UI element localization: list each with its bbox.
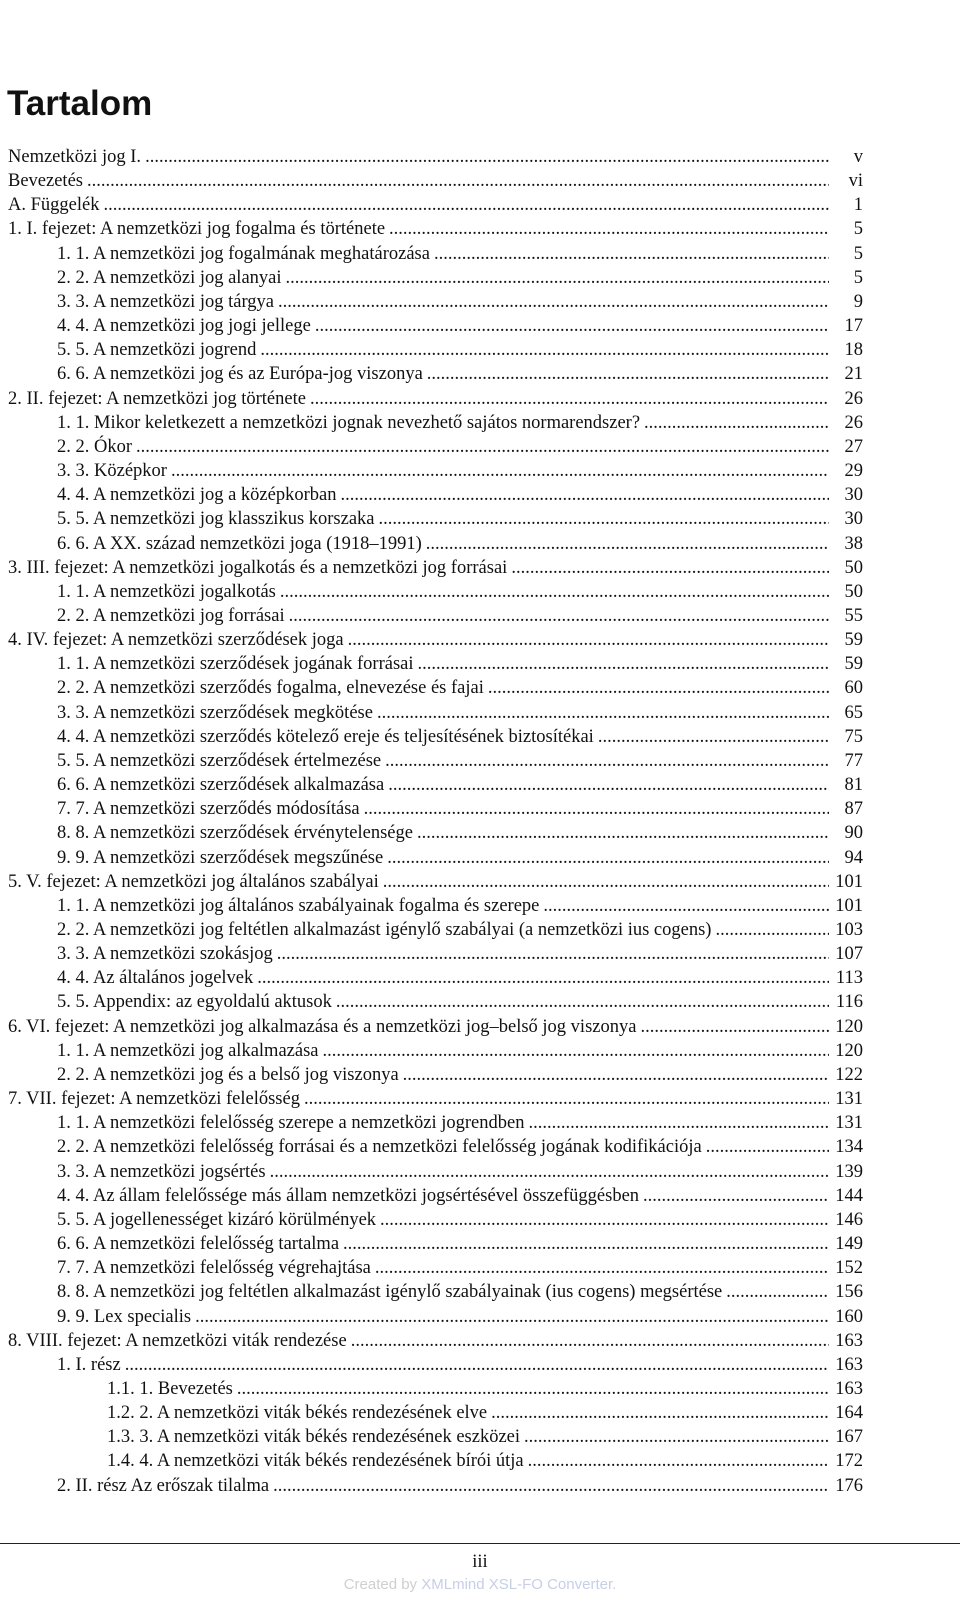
toc-dot-leader [171,459,829,483]
generator-name: XMLmind XSL-FO Converter. [421,1576,617,1593]
toc-entry-label: 2. II. fejezet: A nemzetközi jog története [8,388,306,409]
toc-entry-label: 8. 8. A nemzetközi szerződések érvénytelensége [57,823,413,844]
toc-entry-label: 1. 1. Mikor keletkezett a nemzetközi jognak nevezhető sajátos normarendszer? [57,412,641,433]
toc-entry[interactable] [8,290,863,314]
toc-entry-page: 116 [835,992,863,1013]
toc-entry-page: 29 [844,461,863,482]
toc-entry[interactable] [8,1208,863,1232]
toc-entry-page: 131 [835,1113,863,1134]
toc-dot-leader [491,1401,829,1425]
toc-entry[interactable] [8,749,863,773]
toc-entry-label: 1.4. 4. A nemzetközi viták békés rendezésének bírói útja [107,1451,524,1472]
toc-entry-label: 3. 3. A nemzetközi szerződések megkötése [57,702,373,723]
toc-dot-leader [385,749,829,773]
toc-entry-page: 50 [844,557,863,578]
toc-entry[interactable] [8,894,863,918]
toc-entry-label: 5. 5. Appendix: az egyoldalú aktusok [57,992,332,1013]
toc-entry[interactable] [8,1474,863,1498]
toc-entry-label: 1. I. rész [57,1354,121,1375]
toc-dot-leader [286,266,829,290]
toc-dot-leader [644,411,829,435]
page-title: Tartalom [7,84,153,123]
toc-entry-label: 7. 7. A nemzetközi felelősség végrehajtása [57,1258,371,1279]
toc-entry[interactable] [8,169,863,193]
toc-dot-leader [389,217,829,241]
toc-entry-label: 5. 5. A nemzetközi jogrend [57,340,257,361]
toc-entry[interactable] [8,1160,863,1184]
toc-entry[interactable] [8,1329,863,1353]
toc-entry[interactable] [8,145,863,169]
toc-entry[interactable] [8,1039,863,1063]
toc-dot-leader [543,894,829,918]
toc-dot-leader [417,821,829,845]
toc-dot-leader [379,507,829,531]
toc-entry-label: A. Függelék [8,195,100,216]
toc-entry-label: 6. 6. A XX. század nemzetközi joga (1918–1991) [57,533,422,554]
toc-entry-label: 4. 4. A nemzetközi jog a középkorban [57,485,337,506]
toc-entry-label: 3. 3. Középkor [57,461,167,482]
toc-entry[interactable] [8,532,863,556]
toc-entry[interactable] [8,1280,863,1304]
toc-entry-page: 30 [844,509,863,530]
toc-dot-leader [136,435,829,459]
toc-entry-label: 2. 2. A nemzetközi jog feltétlen alkalmazást igénylő szabályai (a nemzetközi ius cogens) [57,920,712,940]
toc-entry[interactable] [8,725,863,749]
toc-entry-page: 5 [853,243,863,264]
toc-entry-label: 1. 1. A nemzetközi jog általános szabályainak fogalma és szerepe [57,895,540,916]
toc-entry-page: 1 [853,195,863,216]
toc-entry[interactable] [8,435,863,459]
toc-entry-label: 1. 1. A nemzetközi jog alkalmazása [57,1040,319,1061]
toc-entry[interactable] [8,773,863,797]
toc-entry-label: 2. II. rész Az erőszak tilalma [57,1475,270,1496]
toc-entry-page: 134 [835,1137,863,1158]
toc-entry-page: 87 [844,799,863,820]
toc-entry-label: 1. 1. A nemzetközi felelősség szerepe a nemzetközi jogrendben [57,1113,525,1134]
toc-entry[interactable] [8,411,863,435]
toc-dot-leader [715,918,829,942]
toc-dot-leader [643,1184,829,1208]
toc-entry-page: 5 [853,267,863,288]
toc-entry-page: 5 [853,219,863,240]
toc-dot-leader [195,1305,829,1329]
toc-entry-page: 163 [835,1330,863,1351]
toc-entry[interactable] [8,628,863,652]
toc-entry-label: 1. 1. A nemzetközi jogalkotás [57,581,276,602]
toc-entry-page: 149 [835,1234,863,1255]
toc-entry-label: 7. 7. A nemzetközi szerződés módosítása [57,799,360,820]
toc-dot-leader [383,870,829,894]
toc-entry[interactable] [8,387,863,411]
toc-dot-leader [237,1377,829,1401]
toc-dot-leader [706,1135,829,1159]
toc-entry-page: 103 [835,920,863,940]
toc-entry[interactable] [8,1401,863,1425]
toc-entry-label: 5. V. fejezet: A nemzetközi jog általános szabályai [8,871,379,892]
toc-entry-page: 120 [835,1016,863,1037]
toc-dot-leader [524,1425,829,1449]
toc-entry-page: 163 [835,1378,863,1399]
toc-dot-leader [87,169,829,193]
toc-entry[interactable] [8,193,863,217]
toc-entry-label: 4. IV. fejezet: A nemzetközi szerződések joga [8,630,344,651]
toc-entry[interactable] [8,266,863,290]
toc-entry-page: 152 [835,1258,863,1279]
toc-entry-page: 81 [844,775,863,796]
toc-entry-page: 26 [844,412,863,433]
toc-entry-page: 139 [835,1161,863,1182]
toc-entry-page: 94 [844,847,863,868]
toc-entry-page: 50 [844,581,863,602]
toc-dot-leader [426,532,829,556]
toc-dot-leader [726,1280,829,1304]
toc-entry[interactable] [8,1256,863,1280]
page-number: iii [472,1552,488,1572]
toc-dot-leader [488,676,829,700]
toc-entry[interactable] [8,918,863,942]
toc-entry-page: 120 [835,1040,863,1061]
toc-entry[interactable] [8,1111,863,1135]
toc-dot-leader [280,580,829,604]
toc-dot-leader [273,1474,829,1498]
toc-entry-label: 8. VIII. fejezet: A nemzetközi viták rendezése [8,1330,347,1351]
toc-dot-leader [304,1087,829,1111]
toc-entry[interactable] [8,338,863,362]
toc-entry-page: 172 [835,1451,863,1472]
toc-entry[interactable] [8,1135,863,1159]
table-of-contents [8,145,863,1498]
toc-dot-leader [387,846,829,870]
toc-dot-leader [260,338,829,362]
toc-dot-leader [511,556,829,580]
toc-entry-page: 17 [844,316,863,337]
toc-entry-label: 4. 4. A nemzetközi szerződés kötelező ereje és teljesítésének biztosítékai [57,726,594,747]
toc-entry-page: 176 [835,1475,863,1496]
toc-entry-label: 3. 3. A nemzetközi szokásjog [57,944,273,965]
toc-dot-leader [103,193,829,217]
toc-entry-page: 77 [844,750,863,771]
toc-dot-leader [528,1449,829,1473]
toc-entry-label: 6. 6. A nemzetközi felelősség tartalma [57,1234,340,1255]
toc-entry[interactable] [8,990,863,1014]
toc-entry[interactable] [8,483,863,507]
toc-dot-leader [418,652,829,676]
toc-entry-page: v [853,147,863,167]
toc-entry-label: Nemzetközi jog I. [8,147,142,167]
toc-entry-page: 164 [835,1403,863,1424]
toc-entry[interactable] [8,507,863,531]
toc-entry-label: 3. III. fejezet: A nemzetközi jogalkotás és a nemzetközi jog forrásai [8,557,508,578]
toc-dot-leader [364,797,829,821]
toc-entry-page: 9 [853,291,863,312]
toc-dot-leader [310,387,829,411]
toc-dot-leader [270,1160,829,1184]
toc-entry[interactable] [8,701,863,725]
toc-entry-page: 156 [835,1282,863,1303]
toc-dot-leader [403,1063,829,1087]
toc-dot-leader [336,990,829,1014]
toc-entry-label: 5. 5. A nemzetközi szerződések értelmezése [57,750,382,771]
toc-entry[interactable] [8,459,863,483]
toc-entry-page: 18 [844,340,863,361]
toc-entry-page: 122 [835,1064,863,1085]
footer-divider [0,1543,960,1544]
toc-dot-leader [434,242,829,266]
toc-dot-leader [145,145,829,169]
toc-entry-page: 59 [844,654,863,675]
toc-entry-page: 107 [835,944,863,965]
toc-entry[interactable] [8,362,863,386]
toc-dot-leader [278,290,829,314]
toc-entry-label: 2. 2. A nemzetközi jog és a belső jog viszonya [57,1064,399,1085]
toc-entry-label: 7. VII. fejezet: A nemzetközi felelősség [8,1089,300,1110]
toc-entry[interactable] [8,652,863,676]
toc-entry[interactable] [8,1377,863,1401]
toc-entry-label: 3. 3. A nemzetközi jogsértés [57,1161,266,1182]
toc-dot-leader [427,362,829,386]
toc-entry[interactable] [8,604,863,628]
toc-entry[interactable] [8,242,863,266]
toc-entry-page: 101 [835,895,863,916]
toc-entry-label: 6. 6. A nemzetközi szerződések alkalmazása [57,775,385,796]
toc-entry-page: 27 [844,436,863,457]
toc-entry[interactable] [8,1425,863,1449]
toc-entry[interactable] [8,1305,863,1329]
toc-entry-label: 4. 4. Az általános jogelvek [57,968,254,989]
toc-entry[interactable] [8,580,863,604]
generator-credit [0,1576,960,1593]
toc-entry[interactable] [8,846,863,870]
toc-entry[interactable] [8,1232,863,1256]
toc-entry[interactable] [8,676,863,700]
toc-entry-label: 1. I. fejezet: A nemzetközi jog fogalma és története [8,219,386,240]
toc-entry-label: 4. 4. Az állam felelőssége más állam nemzetközi jogsértésével összefüggésben [57,1185,640,1206]
toc-entry-page: 144 [835,1185,863,1206]
toc-entry-label: 1. 1. A nemzetközi szerződések jogának forrásai [57,654,414,675]
generator-prefix: Created by [343,1576,422,1593]
toc-entry[interactable] [8,966,863,990]
toc-entry-label: 1.2. 2. A nemzetközi viták békés rendezésének elve [107,1403,488,1424]
toc-entry[interactable] [8,556,863,580]
toc-dot-leader [277,942,829,966]
toc-dot-leader [343,1232,829,1256]
toc-entry[interactable] [8,314,863,338]
toc-entry-page: 146 [835,1209,863,1230]
toc-entry-label: 6. 6. A nemzetközi jog és az Európa-jog viszonya [57,364,423,385]
toc-dot-leader [125,1353,829,1377]
toc-entry-label: 9. 9. A nemzetközi szerződések megszűnése [57,847,384,868]
toc-entry-label: 1.1. 1. Bevezetés [107,1378,233,1399]
toc-entry[interactable] [8,1353,863,1377]
toc-dot-leader [380,1208,829,1232]
toc-entry-page: 90 [844,823,863,844]
toc-dot-leader [257,966,829,990]
toc-entry[interactable] [8,1015,863,1039]
toc-entry-label: Bevezetés [8,171,83,192]
toc-dot-leader [351,1329,829,1353]
toc-entry-label: 5. 5. A nemzetközi jog klasszikus korszaka [57,509,375,530]
toc-entry-label: 3. 3. A nemzetközi jog tárgya [57,291,274,312]
toc-dot-leader [375,1256,829,1280]
toc-entry-page: 113 [835,968,863,989]
toc-entry[interactable] [8,870,863,894]
toc-entry-page: 26 [844,388,863,409]
toc-entry-page: 167 [835,1427,863,1448]
toc-entry-label: 4. 4. A nemzetközi jog jogi jellege [57,316,311,337]
toc-dot-leader [377,701,829,725]
toc-entry-label: 2. 2. Ókor [57,436,133,457]
toc-entry-page: 60 [844,678,863,699]
toc-entry[interactable] [8,821,863,845]
toc-entry-label: 5. 5. A jogellenességet kizáró körülmények [57,1209,377,1230]
toc-entry-page: 131 [835,1089,863,1110]
toc-dot-leader [340,483,829,507]
toc-entry-label: 9. 9. Lex specialis [57,1306,192,1327]
toc-entry-page: 38 [844,533,863,554]
toc-entry[interactable] [8,217,863,241]
toc-entry-label: 2. 2. A nemzetközi jog forrásai [57,605,285,626]
toc-dot-leader [322,1039,829,1063]
toc-dot-leader [348,628,829,652]
toc-entry[interactable] [8,942,863,966]
toc-dot-leader [528,1111,829,1135]
toc-dot-leader [640,1015,829,1039]
toc-entry-page: 160 [835,1306,863,1327]
toc-entry-page: 65 [844,702,863,723]
toc-entry-page: 21 [844,364,863,385]
toc-entry-label: 2. 2. A nemzetközi szerződés fogalma, elnevezése és fajai [57,678,484,699]
toc-entry-page: 163 [835,1354,863,1375]
toc-dot-leader [388,773,829,797]
toc-entry[interactable] [8,1063,863,1087]
toc-entry-label: 2. 2. A nemzetközi felelősség forrásai és a nemzetközi felelősség jogának kodifikációja [57,1137,702,1158]
toc-entry-label: 1. 1. A nemzetközi jog fogalmának meghatározása [57,243,430,264]
toc-dot-leader [598,725,829,749]
toc-entry[interactable] [8,1184,863,1208]
toc-entry[interactable] [8,1449,863,1473]
toc-entry-label: 6. VI. fejezet: A nemzetközi jog alkalmazása és a nemzetközi jog–belső jog viszonya [8,1016,637,1037]
toc-entry-page: 59 [844,630,863,651]
toc-entry-label: 1.3. 3. A nemzetközi viták békés rendezésének eszközei [107,1427,521,1448]
toc-entry[interactable] [8,1087,863,1111]
toc-dot-leader [315,314,829,338]
toc-entry-label: 2. 2. A nemzetközi jog alanyai [57,267,282,288]
toc-entry-page: 30 [844,485,863,506]
toc-entry-page: 75 [844,726,863,747]
toc-dot-leader [289,604,829,628]
toc-entry-page: 55 [844,605,863,626]
toc-entry-page: vi [848,171,863,192]
toc-entry[interactable] [8,797,863,821]
toc-entry-label: 8. 8. A nemzetközi jog feltétlen alkalmazást igénylő szabályainak (ius cogens) megsértése [57,1282,723,1303]
toc-entry-page: 101 [835,871,863,892]
